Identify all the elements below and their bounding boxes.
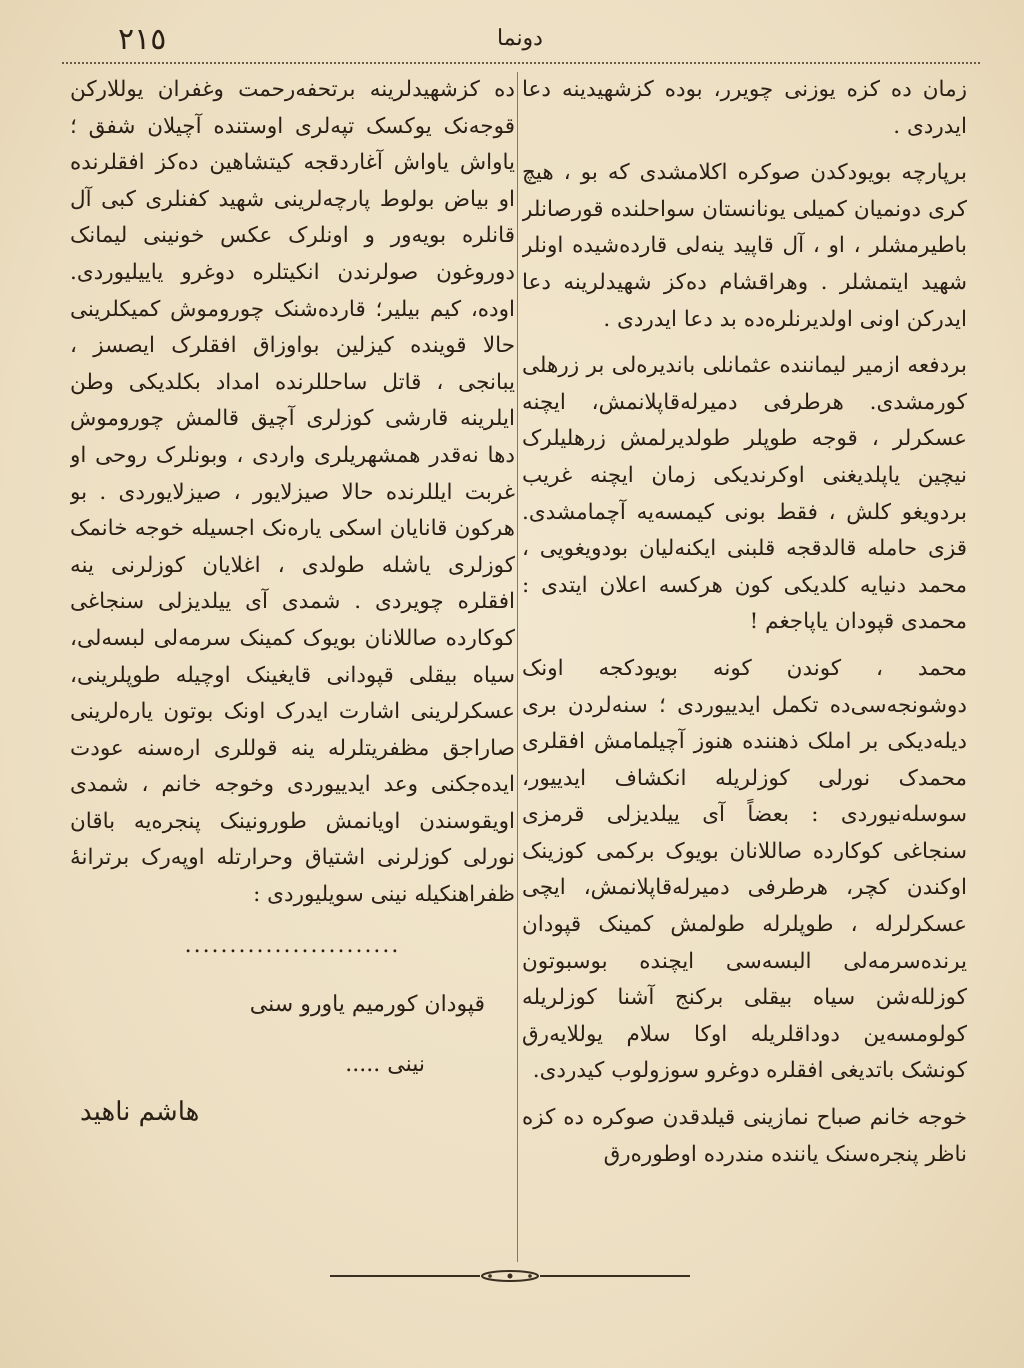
paragraph: بردفعه ازمیر لیماننده عثمانلی باندیره‌لی بر زرهلی کورمشدی. هرطرفی دمیرله‌قاپلانمش، ایچنه عسکرلر ، قوجه طوپلر طولدیرلمش زرهلیلرک نیچین یاپلدیغنی اوکرندیکی زمان ایچنه غریب بردویغو کلش ، فقط بونی کیمسه‌یه آچمامشدی. قزی حامله قالدقجه قلبنی ایکنه‌لیان بودویغویی ، محمد دنیایه کلدیکی کون هرکسه اعلان ایتدی : محمدی قپودان یاپاجغم ! [522, 353, 967, 635]
left-column [70, 72, 515, 1282]
right-column [522, 72, 967, 1282]
running-title: دونما [497, 26, 543, 51]
footer-ornament [330, 1270, 690, 1282]
paragraph: ده کزشهیدلرینه برتحفه‌رحمت وغفران یوللارکن قوجه‌نک یوکسک تپه‌لری اوستنده آچیلان شفق ؛ یاواش یاواش آغاردقجه کیتشاهین ده‌کز افقلرنده او بیاض بولوط پارچه‌لرینی شهید کفنلری کبی آل قانلره بویه‌ور و اونلرک عکس خونینی لیمانک دوروغون صولرندن انکیتلره دوغرو یاییلیوردی. اوده، کیم بیلیر؛ قارده‌شنک چوروموش کمیکلرینی حالا قوینده کیزلین بواوزاق افقلرک ایصسز ، یبانجی ، قاتل ساحللرنده امداد بکلدیکی وطن ایلرینه قارشی کوزلری آچیق قالمش چوروموش دها نه‌قدر همشهریلری واردی ، وبونلرک روحی او غربت ایللرنده حالا صیزلایور ، صیزلایوردی . بو هرکون قانایان اسکی یاره‌نک اجسیله خوجه خانمک کوزلری یاشله طولدی ، اغلایان کوزلرنی ینه افقلره چویردی . شمدی آی ییلدیزلی سنجاغی کوکارده صاللانان بویوک کمینک سرمه‌لی لبسه‌لی، سیاه بیقلی قپودانی قایغینک اوچیله طوپلرینی، عسکرلرینی اشارت ایدرک اونک بوتون یاره‌لرینی صاراجق مظفریتلرله ینه قوللری اره‌سنه عودت ایده‌جکنی وعد ایدییوردی وخوجه خانم ، شمدی اویقوسندن اویانمش طورونینک پنجره‌یه باقان نورلی کوزلرنی اشتیاق وحرارتله اوپه‌رک برترانهٔ ظفراهنکیله نینی سویلیوردی : [70, 77, 515, 908]
dotted-separator: ........................ [184, 932, 401, 958]
paragraph: خوجه خانم صباح نمازینی قیلدقدن صوکره ده کزه ناظر پنجره‌سنک یاننده مندرده اوطوره‌رق [522, 1105, 967, 1167]
column-divider [517, 72, 518, 1262]
verse-line: نینی ..... [345, 1052, 425, 1078]
verse-line: قپودان کورمیم یاورو سنی [249, 992, 485, 1018]
header-rule [62, 62, 980, 64]
author-signature: هاشم ناهید [80, 1097, 200, 1128]
page-number: ٢١٥ [118, 22, 167, 57]
paragraph: محمد ، کوندن کونه بویودکجه اونک دوشونجه‌سی‌ده تکمل ایدییوردی ؛ سنه‌لردن بری دیله‌دیکی بر املک ذهننده هنوز آچیلمامش افقلری محمدک نورلی کوزلریله انکشاف ایدییور، سوسله‌نیوردی : بعضاً آی ییلدیزلی قرمزی سنجاغی کوکارده صاللانان بویوک برکمی کوزینک اوکندن کچر، هرطرفی دمیرله‌قاپلانمش، ایچی عسکرلرله ، طوپلرله طولمش کمینک قپودان یرنده‌سرمه‌لی البسه‌سی ایچنده بوسبوتون کوزلله‌شن سیاه بیقلی برکنج آشنا کوزلریله کولومسه‌ین دوداقلریله اوکا سلام یوللایه‌رق کونشک باتدیغی افقلره دوغرو سوزولوب کیدردی. [522, 655, 967, 1084]
paragraph: برپارچه بویودکدن صوکره اکلامشدی که بو ، هیچ کری دونمیان کمیلی یونانستان سواحلنده قورصانلر باطیرمشلر ، او ، آل قاپید ینه‌لی قارده‌شیده اونلر شهید ایتمشلر . وهراقشام ده‌کز شهیدلرینه دعا ایدرکن اونی اولدیرنلره‌ده بد دعا ایدردی . [522, 160, 967, 332]
paragraph: زمان ده کزه یوزنی چویرر، بوده کزشهیدینه دعا ایدردی . [522, 77, 967, 139]
page-header [60, 18, 980, 58]
